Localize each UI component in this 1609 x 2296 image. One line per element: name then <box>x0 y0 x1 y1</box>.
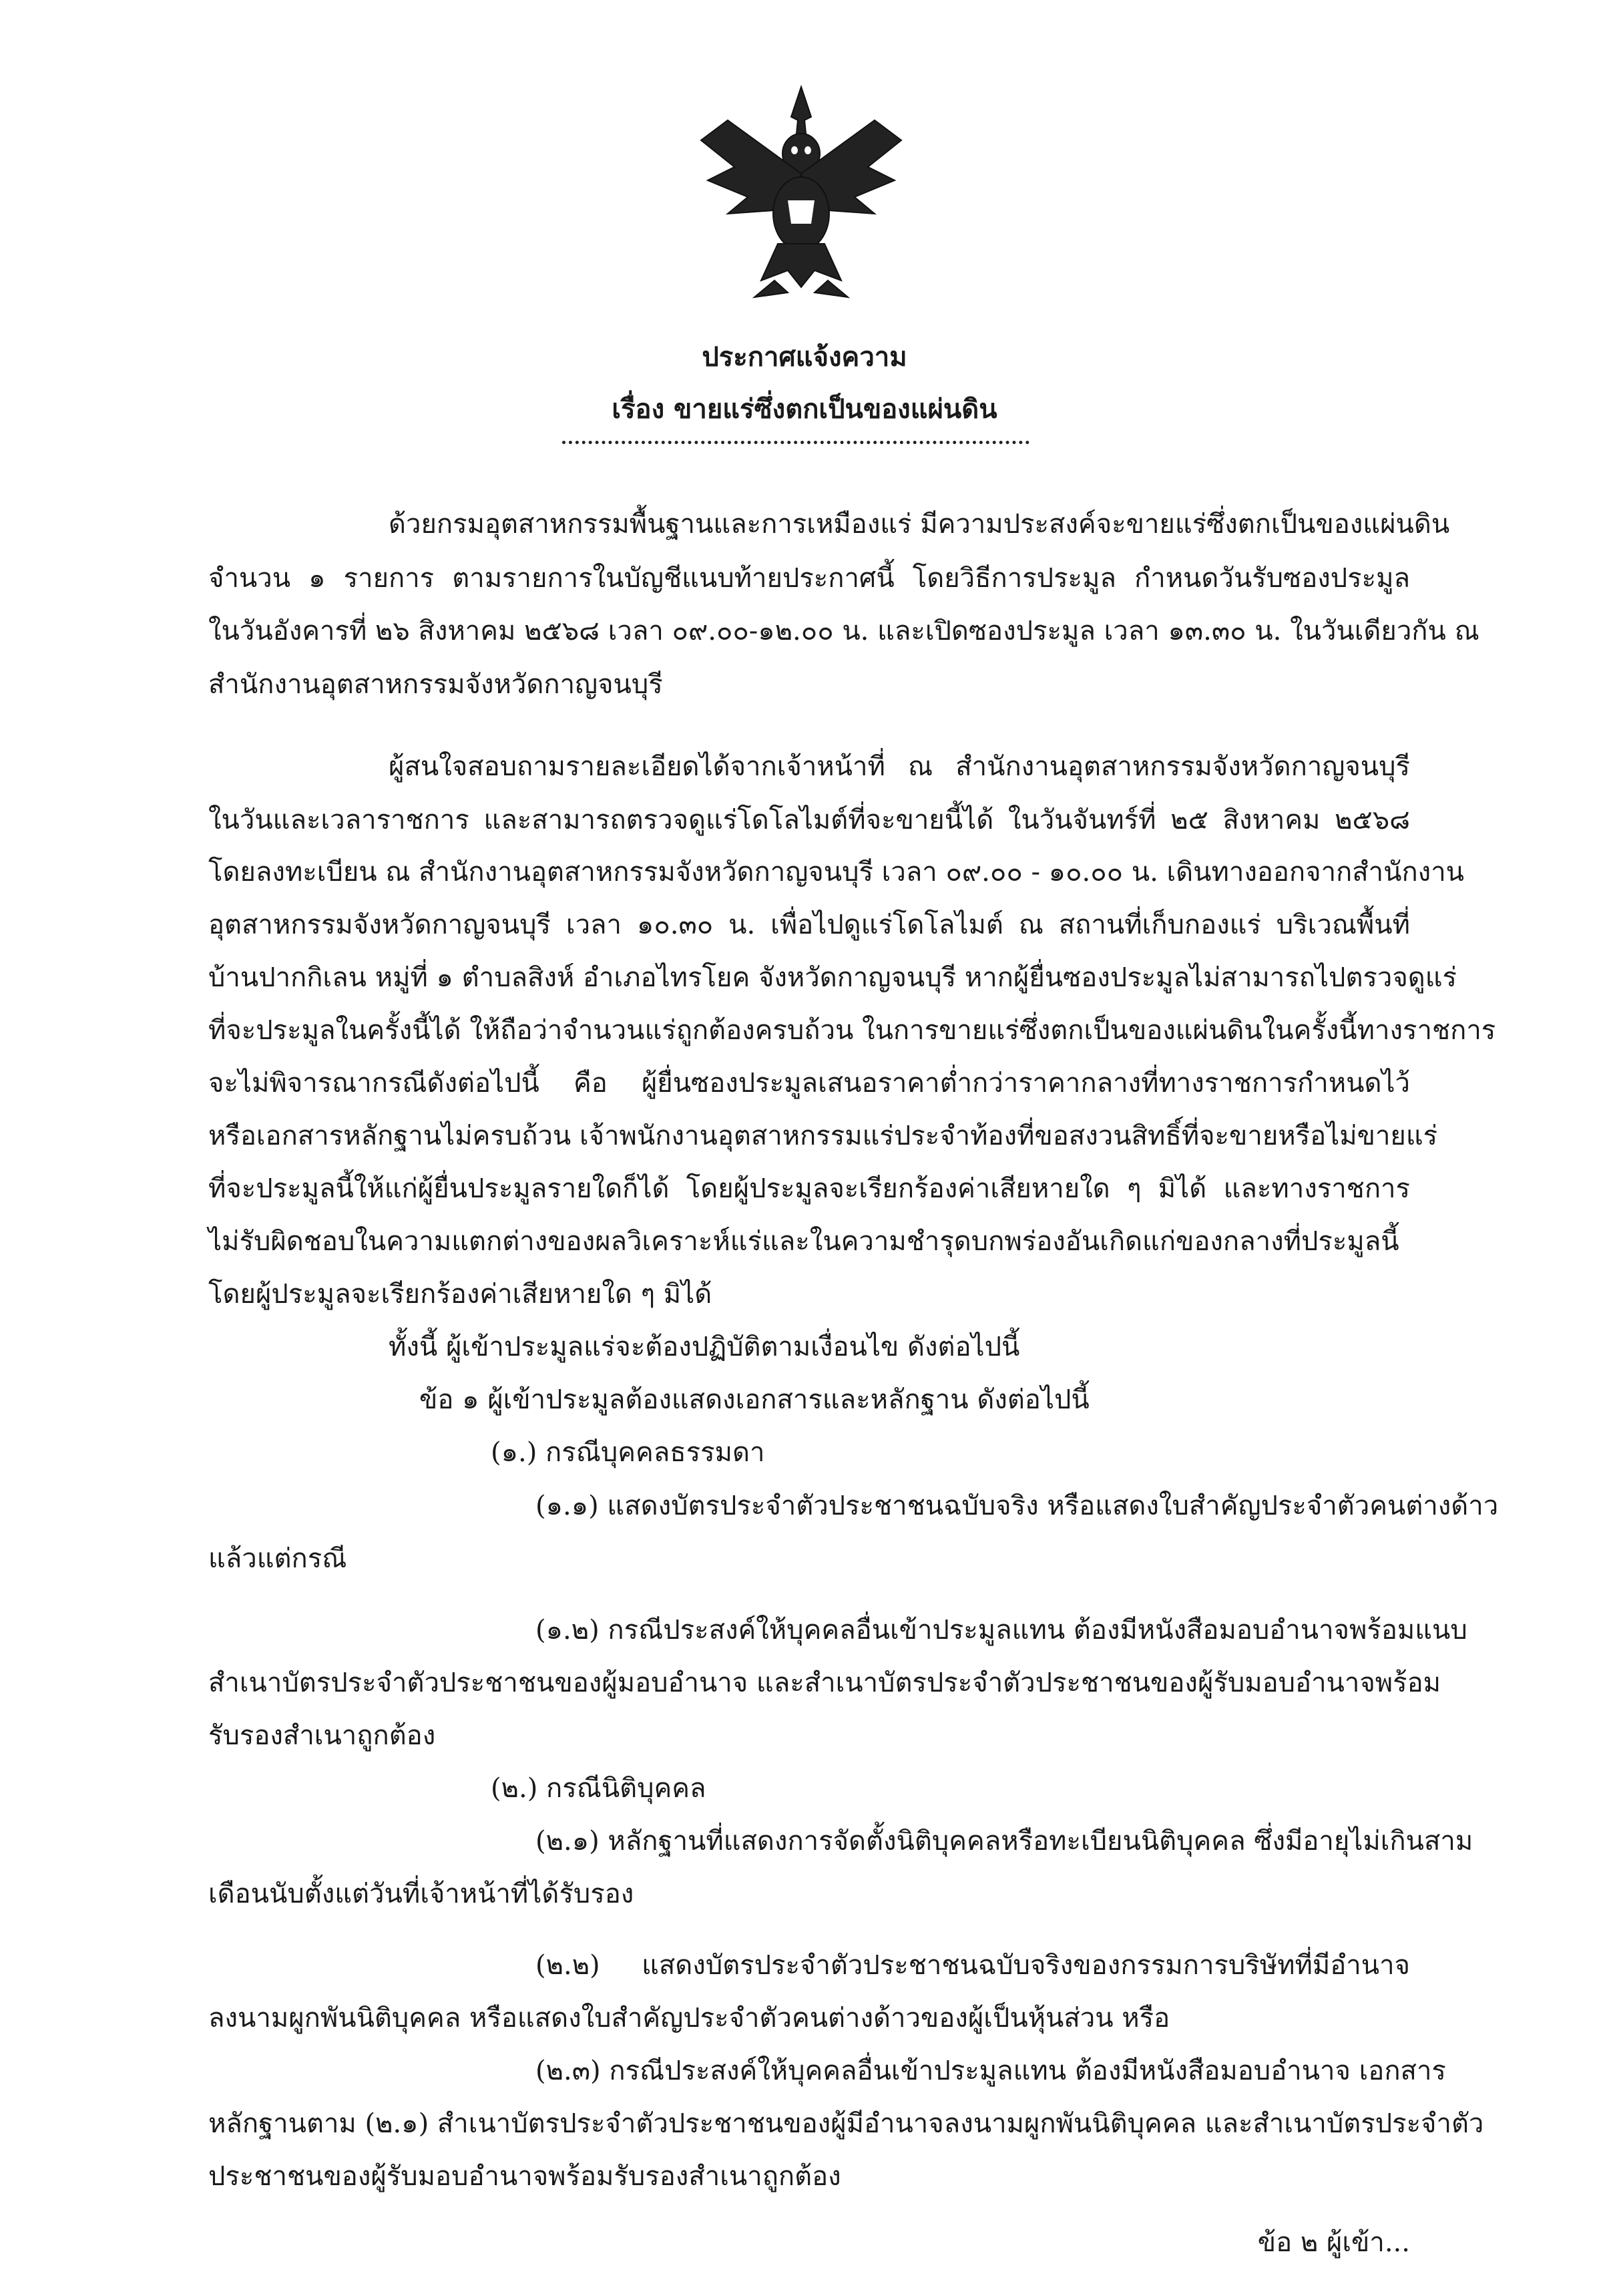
paragraph-line: ด้วยกรมอุตสาหกรรมพื้นฐานและการเหมืองแร่ มีความประสงค์จะขายแร่ซึ่งตกเป็นของแผ่นดิน <box>389 509 1450 540</box>
paragraph-line: หรือเอกสารหลักฐานไม่ครบถ้วน เจ้าพนักงานอุตสาหกรรมแร่ประจำท้องที่ขอสงวนสิทธิ์ที่จะขายหรือไม่ขายแร่ <box>208 1121 1438 1151</box>
paragraph-line: ในวันและเวลาราชการ และสามารถตรวจดูแร่โดโลไมต์ที่จะขายนี้ได้ ในวันจันทร์ที่ ๒๕ สิงหาคม ๒๕๖๘ <box>208 805 1410 835</box>
garuda-emblem-icon <box>688 80 915 301</box>
paragraph-line: จำนวน ๑ รายการ ตามรายการในบัญชีแนบท้ายประกาศนี้ โดยวิธีการประมูล กำหนดวันรับซองประมูล <box>208 563 1410 594</box>
paragraph-line: โดยลงทะเบียน ณ สำนักงานอุตสาหกรรมจังหวัดกาญจนบุรี เวลา ๐๙.๐๐ - ๑๐.๐๐ น. เดินทางออกจากสำนักงาน <box>208 857 1465 888</box>
paragraph-line: บ้านปากกิเลน หมู่ที่ ๑ ตำบลสิงห์ อำเภอไทรโยค จังหวัดกาญจนบุรี หากผู้ยื่นซองประมูลไม่สามารถไปตรวจดูแร่ <box>208 962 1457 993</box>
item-line: (๑.๑) แสดงบัตรประจำตัวประชาชนฉบับจริง หรือแสดงใบสำคัญประจำตัวคนต่างด้าว <box>535 1491 1499 1521</box>
conditions-intro: ทั้งนี้ ผู้เข้าประมูลแร่จะต้องปฏิบัติตามเงื่อนไข ดังต่อไปนี้ <box>389 1332 1020 1362</box>
item-line: (๒.๒) แสดงบัตรประจำตัวประชาชนฉบับจริงของกรรมการบริษัทที่มีอำนาจ <box>535 1950 1410 1981</box>
paragraph-line: ที่จะประมูลนี้ให้แก่ผู้ยื่นประมูลรายใดก็ได้ โดยผู้ประมูลจะเรียกร้องค่าเสียหายใด ๆ มิได้ และทางราชการ <box>208 1173 1410 1204</box>
item-line: (๒.๓) กรณีประสงค์ให้บุคคลอื่นเข้าประมูลแทน ต้องมีหนังสือมอบอำนาจ เอกสาร <box>535 2056 1446 2086</box>
paragraph-line: สำนักงานอุตสาหกรรมจังหวัดกาญจนบุรี <box>208 669 663 700</box>
item-line: ประชาชนของผู้รับมอบอำนาจพร้อมรับรองสำเนาถูกต้อง <box>208 2161 841 2192</box>
item-line: (๒.๑) หลักฐานที่แสดงการจัดตั้งนิติบุคคลหรือทะเบียนนิติบุคคล ซึ่งมีอายุไม่เกินสาม <box>535 1826 1473 1857</box>
dotted-divider <box>562 441 1029 444</box>
item-line: รับรองสำเนาถูกต้อง <box>208 1720 436 1751</box>
page-continuation: ข้อ ๒ ผู้เข้า... <box>1257 2227 1410 2258</box>
item-line: หลักฐานตาม (๒.๑) สำเนาบัตรประจำตัวประชาชนของผู้มีอำนาจลงนามผูกพันนิติบุคคล และสำเนาบัตรประจำตัว <box>208 2108 1484 2139</box>
case-2-heading: (๒.) กรณีนิติบุคคล <box>491 1773 706 1804</box>
clause-1-heading: ข้อ ๑ ผู้เข้าประมูลต้องแสดงเอกสารและหลักฐาน ดังต่อไปนี้ <box>419 1384 1090 1415</box>
item-line: แล้วแต่กรณี <box>208 1543 347 1574</box>
case-1-heading: (๑.) กรณีบุคคลธรรมดา <box>491 1437 765 1468</box>
paragraph-line: ไม่รับผิดชอบในความแตกต่างของผลวิเคราะห์แร่และในความชำรุดบกพร่องอันเกิดแก่ของกลางที่ประมูลนี้ <box>208 1226 1399 1257</box>
item-line: ลงนามผูกพันนิติบุคคล หรือแสดงใบสำคัญประจำตัวคนต่างด้าวของผู้เป็นหุ้นส่วน หรือ <box>208 2003 1170 2034</box>
item-line: (๑.๒) กรณีประสงค์ให้บุคคลอื่นเข้าประมูลแทน ต้องมีหนังสือมอบอำนาจพร้อมแนบ <box>535 1615 1467 1646</box>
item-line: เดือนนับตั้งแต่วันที่เจ้าหน้าที่ได้รับรอง <box>208 1879 634 1909</box>
paragraph-line: โดยผู้ประมูลจะเรียกร้องค่าเสียหายใด ๆ มิได้ <box>208 1279 712 1310</box>
paragraph-line: ในวันอังคารที่ ๒๖ สิงหาคม ๒๕๖๘ เวลา ๐๙.๐๐-๑๒.๐๐ น. และเปิดซองประมูล เวลา ๑๓.๓๐ น. ในวันเดียวกัน ณ <box>208 616 1479 646</box>
paragraph-line: ที่จะประมูลในครั้งนี้ได้ ให้ถือว่าจำนวนแร่ถูกต้องครบถ้วน ในการขายแร่ซึ่งตกเป็นของแผ่นดินในครั้งนี้ทางราชการ <box>208 1015 1496 1046</box>
paragraph-line: ผู้สนใจสอบถามรายละเอียดได้จากเจ้าหน้าที่ ณ สำนักงานอุตสาหกรรมจังหวัดกาญจนบุรี <box>389 751 1410 782</box>
paragraph-line: จะไม่พิจารณากรณีดังต่อไปนี้ คือ ผู้ยื่นซองประมูลเสนอราคาต่ำกว่าราคากลางที่ทางราชการกำหนดไว้ <box>208 1068 1410 1099</box>
item-line: สำเนาบัตรประจำตัวประชาชนของผู้มอบอำนาจ และสำเนาบัตรประจำตัวประชาชนของผู้รับมอบอำนาจพร้อม <box>208 1668 1441 1698</box>
announcement-title: ประกาศแจ้งความ <box>702 341 907 373</box>
paragraph-line: อุตสาหกรรมจังหวัดกาญจนบุรี เวลา ๑๐.๓๐ น. เพื่อไปดูแร่โดโลไมต์ ณ สถานที่เก็บกองแร่ บริเวณพื้นที่ <box>208 910 1410 940</box>
announcement-subject: เรื่อง ขายแร่ซึ่งตกเป็นของแผ่นดิน <box>612 393 997 425</box>
